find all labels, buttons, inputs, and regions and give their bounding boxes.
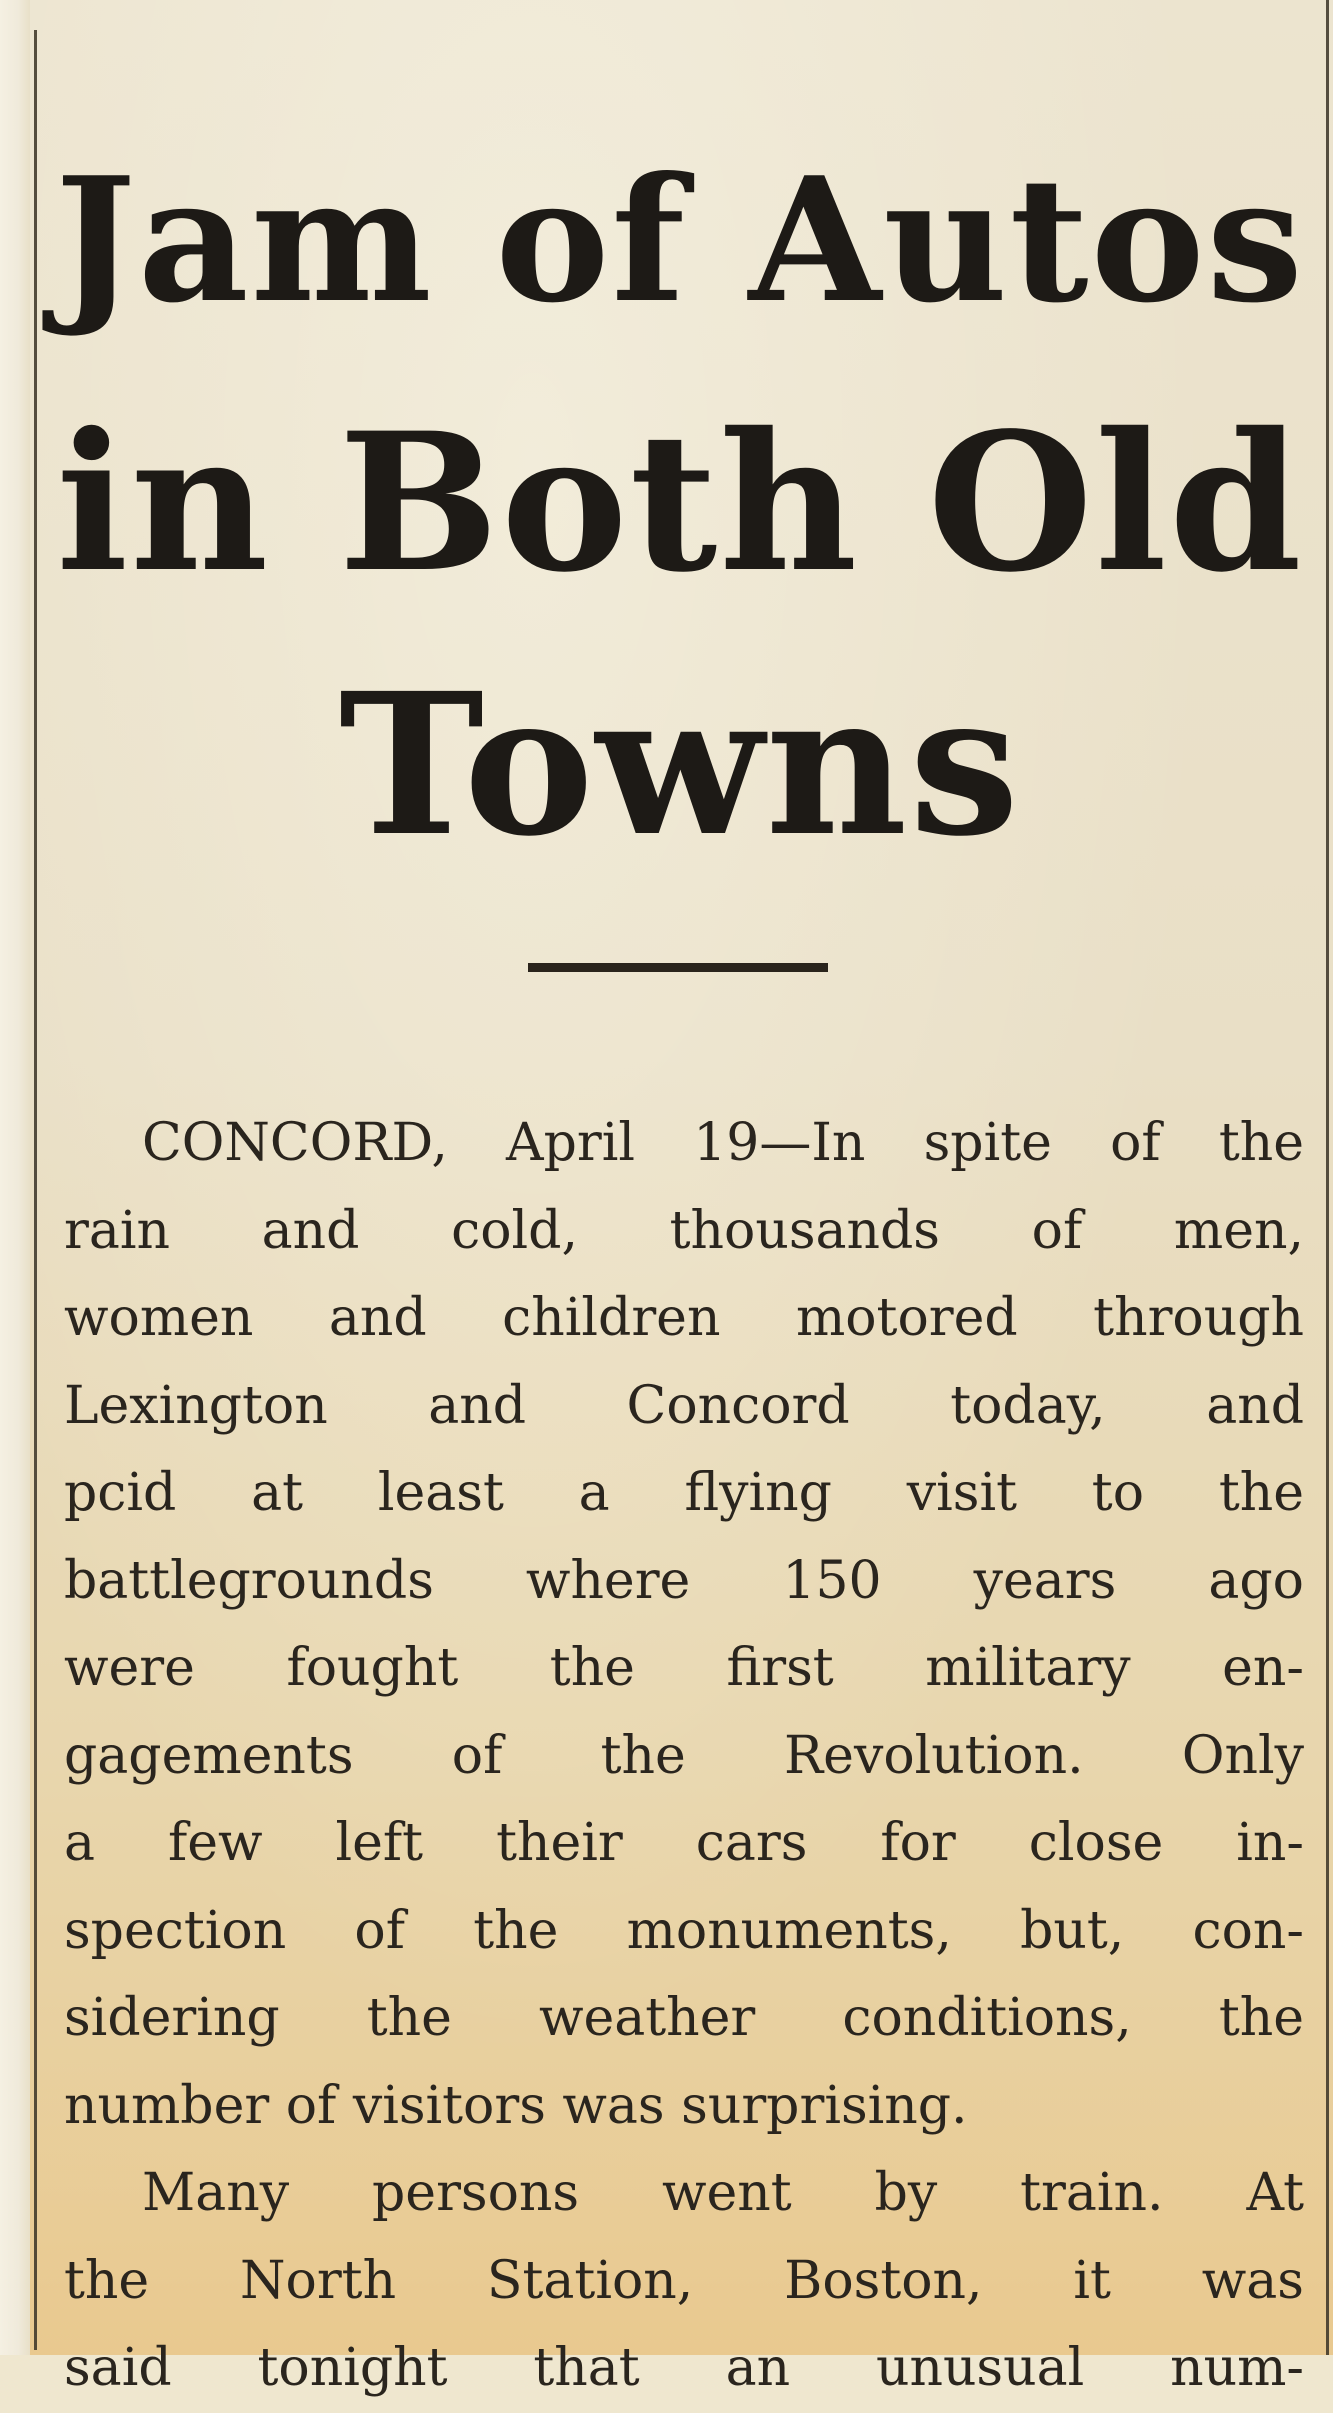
article-line: Many persons went by train. At	[142, 2163, 1304, 2223]
article-line: rain and cold, thousands of men,	[64, 1200, 1304, 1261]
article-line: number of visitors was surprising.	[64, 2075, 968, 2136]
article-line: were fought the first military en-	[64, 1638, 1304, 1698]
headline-line: in Both Old	[56, 391, 1304, 614]
headline-line: Jam of Autos	[55, 140, 1305, 341]
article-line: battlegrounds where 150 years ago	[64, 1550, 1304, 1611]
article-line: the North Station, Boston, it was	[64, 2250, 1304, 2311]
article-line: said tonight that an unusual num-	[64, 2338, 1304, 2398]
article-line: spection of the monuments, but, con-	[64, 1900, 1304, 1961]
article-line: Lexington and Concord today, and	[64, 1375, 1304, 1436]
headline	[50, 110, 1310, 896]
article-line: sidering the weather conditions, the	[64, 1988, 1304, 2048]
article-body	[64, 1100, 1304, 2413]
article-line: women and children motored through	[64, 1288, 1304, 1348]
article-line: pcid at least a flying visit to the	[64, 1463, 1304, 1523]
article-line: a few left their cars for close in-	[64, 1813, 1304, 1873]
article-paragraph	[64, 1100, 1304, 2150]
article-line: gagements of the Revolution. Only	[64, 1725, 1304, 1786]
article-paragraph	[64, 2150, 1304, 2413]
headline-line: Towns	[338, 650, 1022, 879]
article-line: CONCORD, April 19—In spite of the	[142, 1113, 1304, 1173]
paper-edge	[0, 0, 30, 2355]
right-column-rule	[1326, 0, 1329, 2355]
headline-divider	[528, 963, 828, 972]
left-column-rule	[34, 30, 37, 2350]
